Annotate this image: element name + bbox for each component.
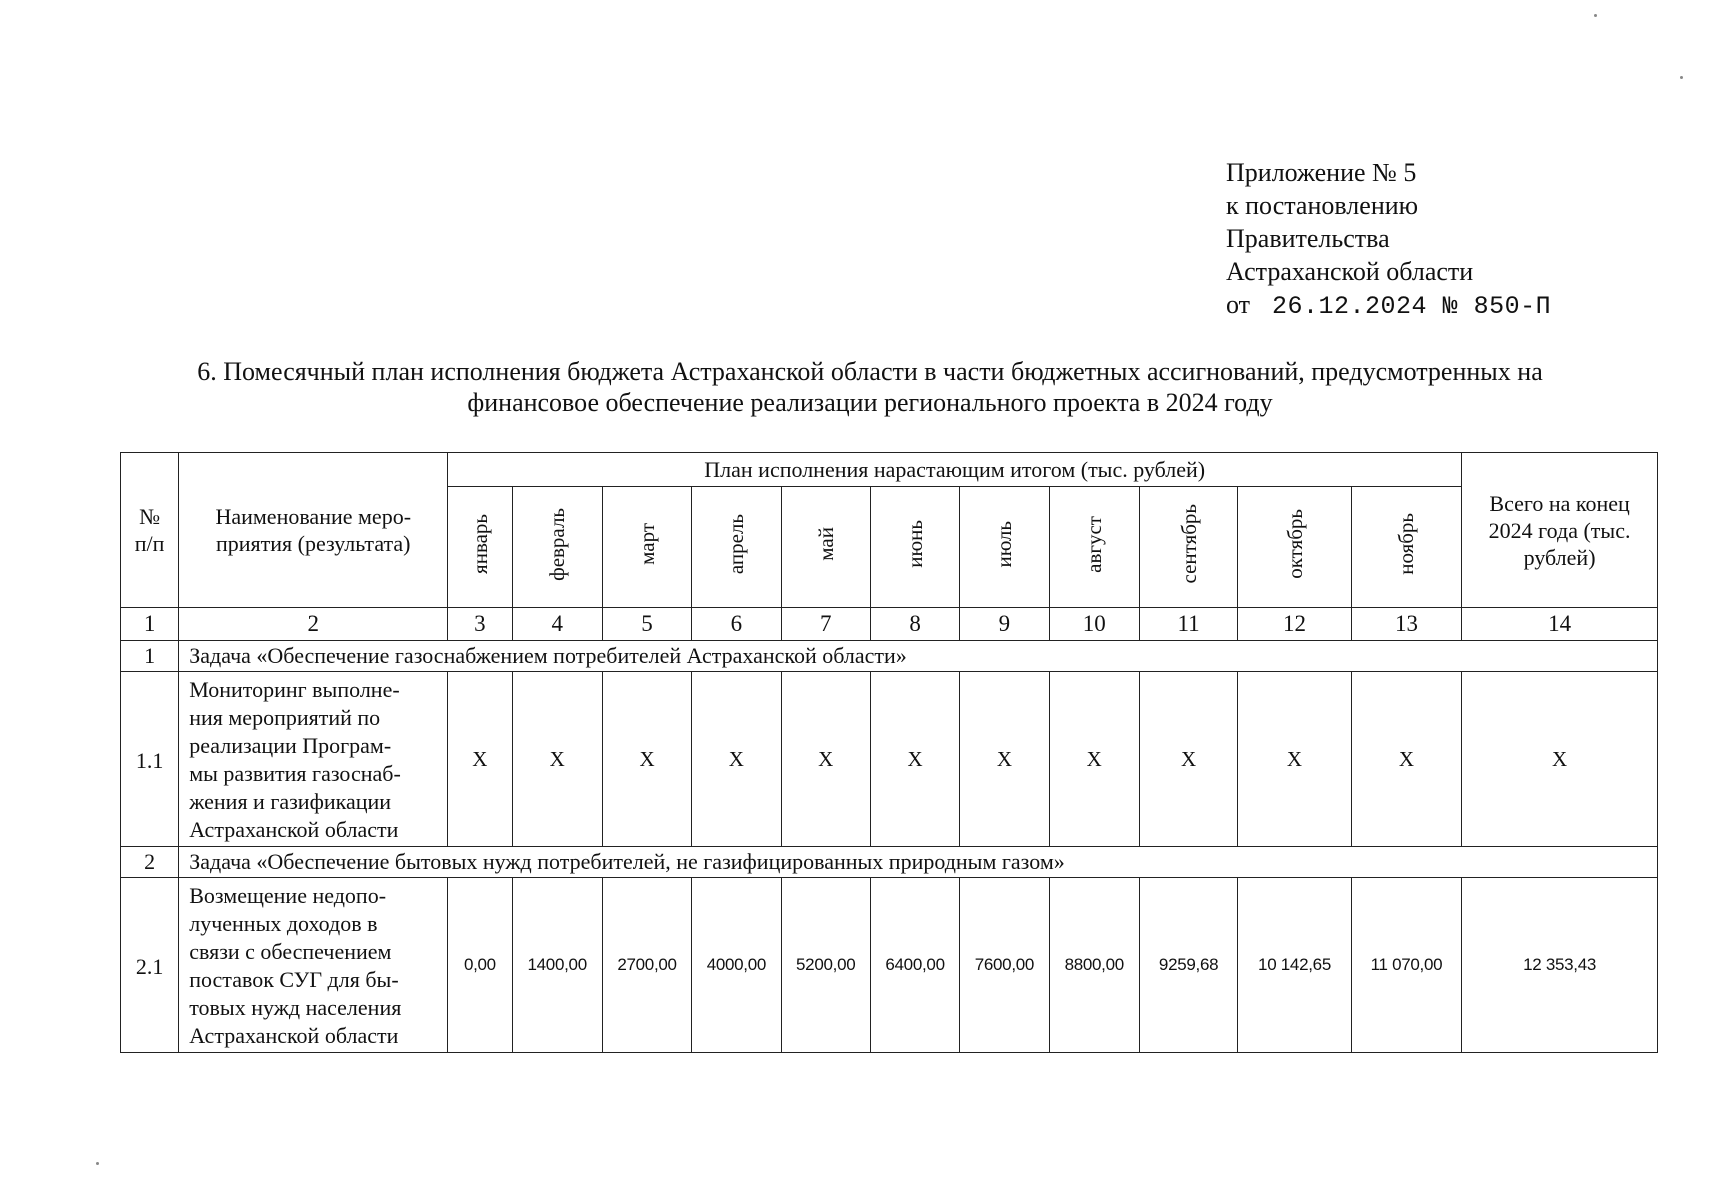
scan-speck — [1680, 76, 1683, 79]
month-label: август — [1082, 515, 1107, 573]
month-label: сентябрь — [1176, 504, 1201, 584]
column-number: 11 — [1139, 608, 1237, 641]
month-value-cell: X — [602, 672, 691, 847]
header-row-number: № п/п — [121, 453, 179, 608]
column-number: 13 — [1351, 608, 1461, 641]
month-label: март — [635, 523, 660, 565]
month-label: ноябрь — [1394, 513, 1419, 575]
month-label: май — [813, 527, 838, 561]
appendix-government-label: Правительства — [1226, 224, 1390, 253]
header-month-july — [960, 487, 1049, 608]
header-month-may — [781, 487, 870, 608]
task-description: Задача «Обеспечение газоснабжением потребителей Астраханской области» — [179, 641, 1658, 672]
column-number: 8 — [870, 608, 959, 641]
month-value-cell: 8800,00 — [1049, 878, 1139, 1053]
column-number: 3 — [448, 608, 512, 641]
appendix-header — [1226, 156, 1551, 323]
month-label: июль — [992, 520, 1017, 568]
month-value-cell: 7600,00 — [960, 878, 1049, 1053]
month-value-cell: 9259,68 — [1139, 878, 1237, 1053]
header-month-april — [692, 487, 781, 608]
table-row — [121, 672, 1658, 847]
month-label: октябрь — [1282, 509, 1307, 579]
task-number: 2 — [121, 847, 179, 878]
header-year-total: Всего на конец 2024 года (тыс. рублей) — [1462, 453, 1658, 608]
month-label: июнь — [903, 520, 928, 568]
column-number: 6 — [692, 608, 781, 641]
month-value-cell: X — [448, 672, 512, 847]
header-month-january — [448, 487, 512, 608]
column-number-row — [121, 608, 1658, 641]
year-total-cell: 12 353,43 — [1462, 878, 1658, 1053]
column-number: 1 — [121, 608, 179, 641]
month-value-cell: 0,00 — [448, 878, 512, 1053]
item-number: 1.1 — [121, 672, 179, 847]
appendix-date-line — [1226, 288, 1551, 323]
column-number: 4 — [512, 608, 602, 641]
document-title-line-2: финансовое обеспечение реализации регионального проекта в 2024 году — [467, 388, 1273, 417]
month-value-cell: X — [1351, 672, 1461, 847]
header-month-november — [1351, 487, 1461, 608]
month-value-cell: X — [781, 672, 870, 847]
month-value-cell: 5200,00 — [781, 878, 870, 1053]
document-title — [100, 356, 1640, 418]
month-value-cell: X — [1238, 672, 1351, 847]
month-label: апрель — [724, 513, 749, 575]
month-label: февраль — [545, 507, 570, 581]
month-value-cell: X — [1139, 672, 1237, 847]
header-month-september — [1139, 487, 1237, 608]
month-value-cell: X — [692, 672, 781, 847]
month-value-cell: 1400,00 — [512, 878, 602, 1053]
column-number: 14 — [1462, 608, 1658, 641]
document-title-line-1: 6. Помесячный план исполнения бюджета Астраханской области в части бюджетных ассигнований, предусмотренных на — [197, 357, 1543, 386]
header-month-march — [602, 487, 691, 608]
header-month-june — [870, 487, 959, 608]
column-number: 12 — [1238, 608, 1351, 641]
month-value-cell: 11 070,00 — [1351, 878, 1461, 1053]
month-value-cell: 6400,00 — [870, 878, 959, 1053]
year-total-cell: X — [1462, 672, 1658, 847]
appendix-date-prefix: от — [1226, 290, 1251, 319]
task-row — [121, 641, 1658, 672]
month-label: январь — [467, 514, 492, 574]
scan-speck — [1594, 14, 1597, 17]
item-name: Мониторинг выполне- ния мероприятий по реализации Програм- мы развития газоснаб- жения и газификации Астраханской области — [179, 672, 448, 847]
month-value-cell: 10 142,65 — [1238, 878, 1351, 1053]
task-row — [121, 847, 1658, 878]
appendix-date-stamp: 26.12.2024 № 850-П — [1272, 292, 1552, 321]
column-number: 10 — [1049, 608, 1139, 641]
header-event-name: Наименование меро- приятия (результата) — [179, 453, 448, 608]
month-value-cell: 2700,00 — [602, 878, 691, 1053]
column-number: 5 — [602, 608, 691, 641]
header-month-february — [512, 487, 602, 608]
budget-plan-table — [120, 452, 1658, 1053]
month-value-cell: 4000,00 — [692, 878, 781, 1053]
appendix-region-label: Астраханской области — [1226, 257, 1474, 286]
task-number: 1 — [121, 641, 179, 672]
header-month-august — [1049, 487, 1139, 608]
appendix-resolution-label: к постановлению — [1226, 191, 1419, 220]
column-number: 7 — [781, 608, 870, 641]
table-row — [121, 878, 1658, 1053]
column-number: 9 — [960, 608, 1049, 641]
scan-speck — [96, 1162, 99, 1165]
column-number: 2 — [179, 608, 448, 641]
item-number: 2.1 — [121, 878, 179, 1053]
month-value-cell: X — [960, 672, 1049, 847]
task-description: Задача «Обеспечение бытовых нужд потребителей, не газифицированных природным газом» — [179, 847, 1658, 878]
header-plan-group: План исполнения нарастающим итогом (тыс. рублей) — [448, 453, 1462, 487]
header-month-october — [1238, 487, 1351, 608]
month-value-cell: X — [870, 672, 959, 847]
item-name: Возмещение недопо- лученных доходов в связи с обеспечением поставок СУГ для бы- товых нужд населения Астраханской области — [179, 878, 448, 1053]
appendix-number: Приложение № 5 — [1226, 158, 1417, 187]
month-value-cell: X — [512, 672, 602, 847]
month-value-cell: X — [1049, 672, 1139, 847]
